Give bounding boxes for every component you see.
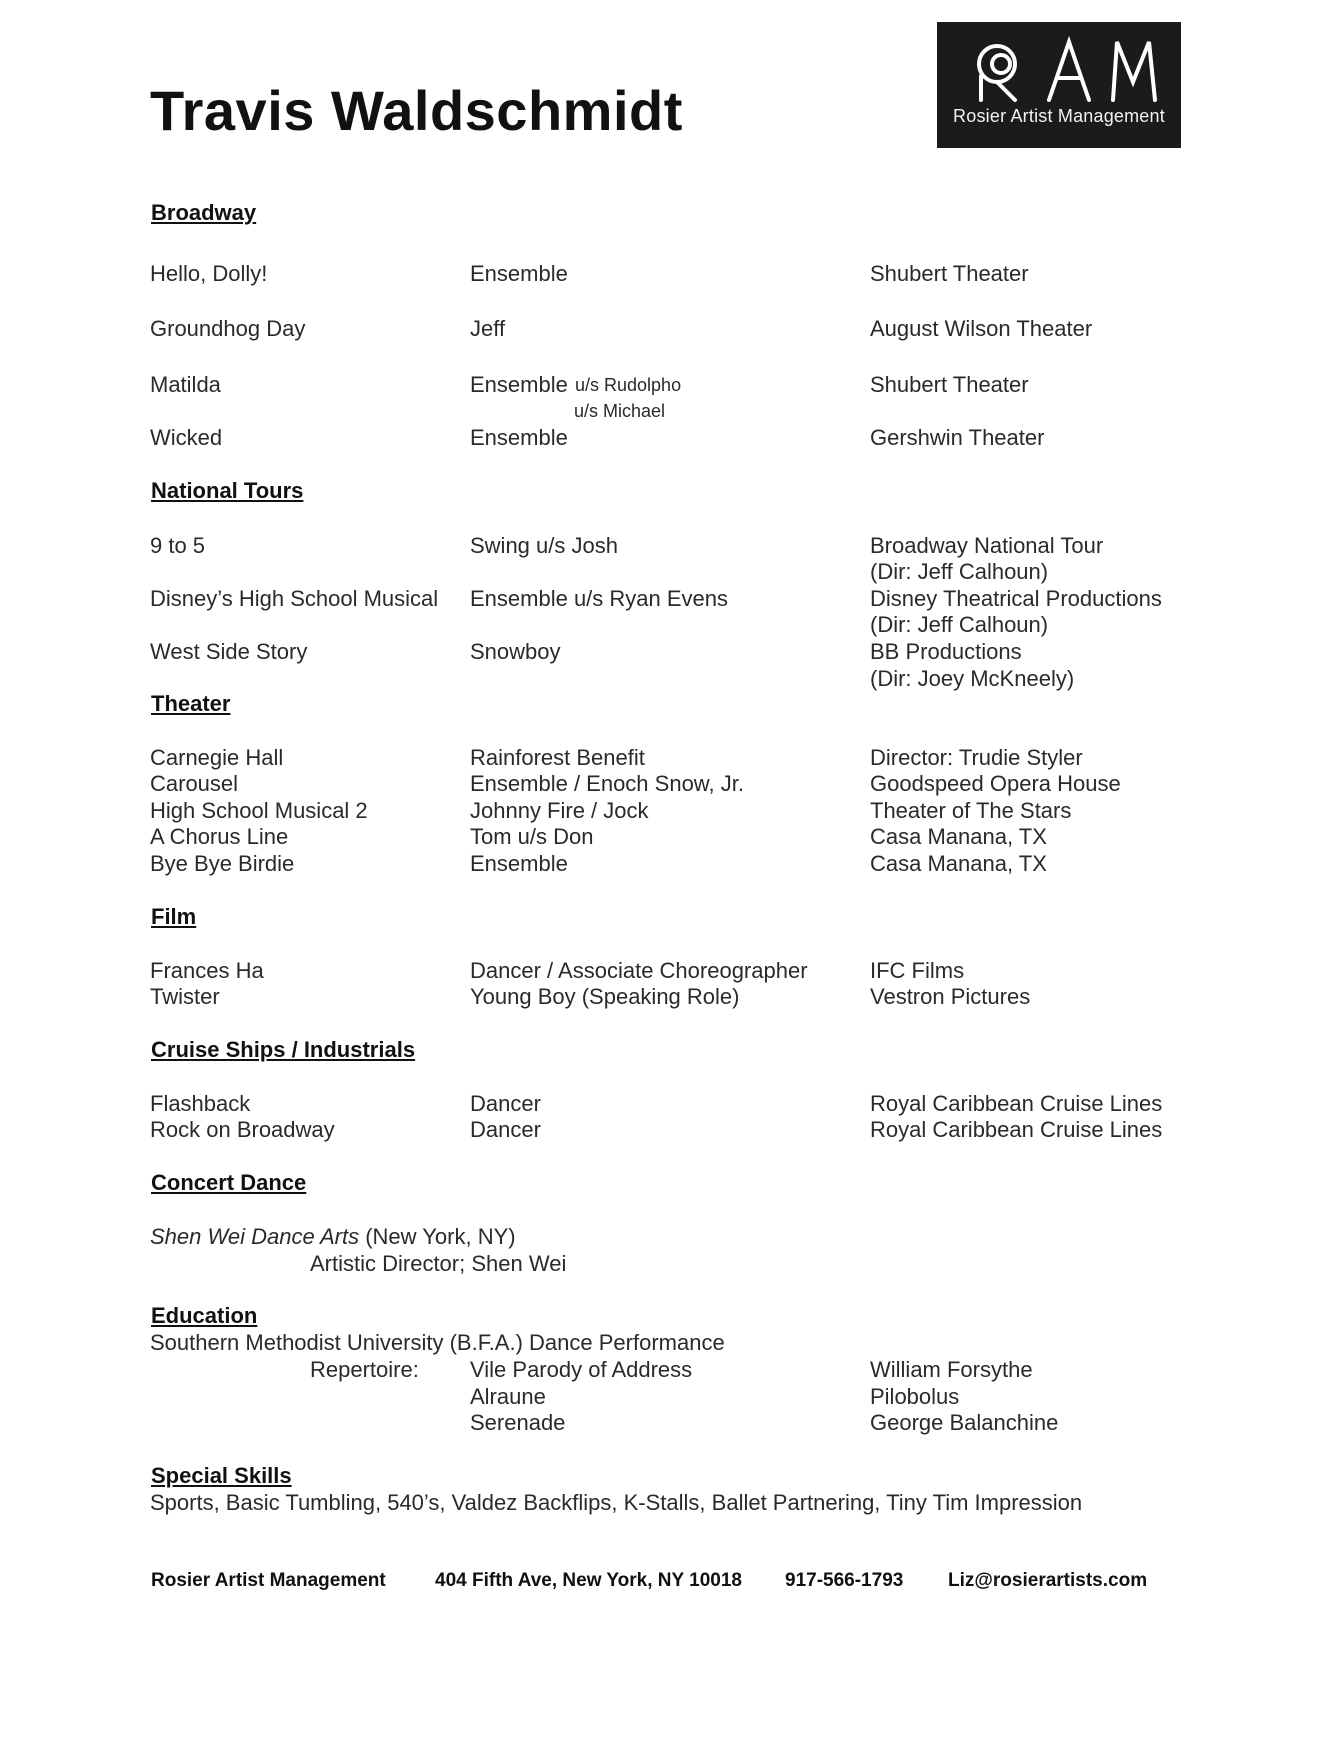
- credit-show: Groundhog Day: [150, 316, 306, 341]
- credit-role: Jeff: [470, 316, 506, 341]
- credit-show: Wicked: [150, 425, 223, 450]
- credit-role: Ensemble / Enoch Snow, Jr.: [470, 771, 744, 796]
- credit-role: Swing u/s Josh: [470, 533, 618, 558]
- credit-venue: Broadway National Tour: [870, 533, 1104, 558]
- credit-role: Ensemble: [470, 425, 568, 450]
- credit-show: Rock on Broadway: [150, 1117, 335, 1142]
- credit-role-note: u/s Rudolpho: [575, 375, 682, 395]
- concert-company: Shen Wei Dance Arts: [150, 1224, 360, 1249]
- credit-show: Matilda: [150, 372, 221, 397]
- repertoire-work: Serenade: [470, 1410, 566, 1435]
- credit-show: Carnegie Hall: [150, 745, 284, 770]
- footer-email: Liz@rosierartists.com: [948, 1570, 1148, 1591]
- credit-director: (Dir: Jeff Calhoun): [870, 559, 1049, 584]
- credit-director: (Dir: Joey McKneely): [870, 666, 1075, 691]
- credit-venue: Shubert Theater: [870, 372, 1029, 397]
- credit-venue: Gershwin Theater: [870, 425, 1045, 450]
- footer-agency: Rosier Artist Management: [151, 1570, 386, 1591]
- credit-role: Ensemble u/s Ryan Evens: [470, 586, 729, 611]
- repertoire-choreographer: George Balanchine: [870, 1410, 1059, 1435]
- credit-venue: BB Productions: [870, 639, 1022, 664]
- repertoire-work: Vile Parody of Address: [470, 1357, 693, 1382]
- ram-logo-icon: [957, 34, 1167, 104]
- credit-show: Hello, Dolly!: [150, 261, 268, 286]
- credit-show: A Chorus Line: [150, 824, 289, 849]
- credit-venue: Vestron Pictures: [870, 984, 1031, 1009]
- credit-venue: Director: Trudie Styler: [870, 745, 1083, 770]
- credit-venue: Royal Caribbean Cruise Lines: [870, 1117, 1163, 1142]
- credit-role: Snowboy: [470, 639, 561, 664]
- section-heading-film: Film: [151, 904, 197, 929]
- credit-venue: Royal Caribbean Cruise Lines: [870, 1091, 1163, 1116]
- page-title: Travis Waldschmidt: [150, 79, 683, 142]
- credit-show: Frances Ha: [150, 958, 264, 983]
- section-heading-cruise: Cruise Ships / Industrials: [151, 1037, 416, 1062]
- logo-subtitle: Rosier Artist Management: [953, 106, 1165, 126]
- credit-role: Young Boy (Speaking Role): [470, 984, 740, 1009]
- credit-show: 9 to 5: [150, 533, 206, 558]
- section-heading-national-tours: National Tours: [151, 478, 304, 503]
- repertoire-label: Repertoire:: [310, 1357, 419, 1382]
- credit-role: Dancer: [470, 1117, 541, 1142]
- credit-role: Ensemble: [470, 372, 568, 397]
- section-heading-special-skills: Special Skills: [151, 1463, 292, 1488]
- credit-show: Twister: [150, 984, 220, 1009]
- concert-location: (New York, NY): [359, 1224, 516, 1249]
- credit-show: West Side Story: [150, 639, 308, 664]
- credit-role: Dancer: [470, 1091, 541, 1116]
- credit-venue: Theater of The Stars: [870, 798, 1072, 823]
- credit-show: Disney’s High School Musical: [150, 586, 439, 611]
- special-skills-text: Sports, Basic Tumbling, 540’s, Valdez Backflips, K-Stalls, Ballet Partnering, Tiny Tim Impression: [150, 1490, 1083, 1515]
- section-heading-concert-dance: Concert Dance: [151, 1170, 307, 1195]
- credit-venue: Goodspeed Opera House: [870, 771, 1121, 796]
- repertoire-work: Alraune: [470, 1384, 546, 1409]
- credit-role: Rainforest Benefit: [470, 745, 645, 770]
- credit-role-note: u/s Michael: [574, 401, 666, 421]
- credit-role: Ensemble: [470, 851, 568, 876]
- concert-director: Artistic Director; Shen Wei: [310, 1251, 567, 1276]
- credit-director: (Dir: Jeff Calhoun): [870, 612, 1049, 637]
- credit-role: Tom u/s Don: [470, 824, 594, 849]
- agency-logo: [937, 22, 1181, 148]
- credit-role: Ensemble: [470, 261, 568, 286]
- repertoire-choreographer: Pilobolus: [870, 1384, 960, 1409]
- credit-show: Carousel: [150, 771, 239, 796]
- education-school: Southern Methodist University (B.F.A.) Dance Performance: [150, 1330, 725, 1355]
- credit-show: Flashback: [150, 1091, 251, 1116]
- credit-show: High School Musical 2: [150, 798, 368, 823]
- credit-venue: Casa Manana, TX: [870, 851, 1047, 876]
- credit-venue: Shubert Theater: [870, 261, 1029, 286]
- credit-venue: IFC Films: [870, 958, 965, 983]
- section-heading-theater: Theater: [151, 691, 231, 716]
- credit-role: Dancer / Associate Choreographer: [470, 958, 808, 983]
- credit-venue: August Wilson Theater: [870, 316, 1093, 341]
- credit-venue: Disney Theatrical Productions: [870, 586, 1162, 611]
- footer-address: 404 Fifth Ave, New York, NY 10018: [435, 1570, 742, 1591]
- repertoire-choreographer: William Forsythe: [870, 1357, 1033, 1382]
- section-heading-broadway: Broadway: [151, 200, 257, 225]
- credit-role: Johnny Fire / Jock: [470, 798, 649, 823]
- section-heading-education: Education: [151, 1303, 258, 1328]
- credit-show: Bye Bye Birdie: [150, 851, 295, 876]
- credit-venue: Casa Manana, TX: [870, 824, 1047, 849]
- concert-company-line: [150, 1224, 516, 1250]
- footer-phone: 917-566-1793: [785, 1570, 904, 1591]
